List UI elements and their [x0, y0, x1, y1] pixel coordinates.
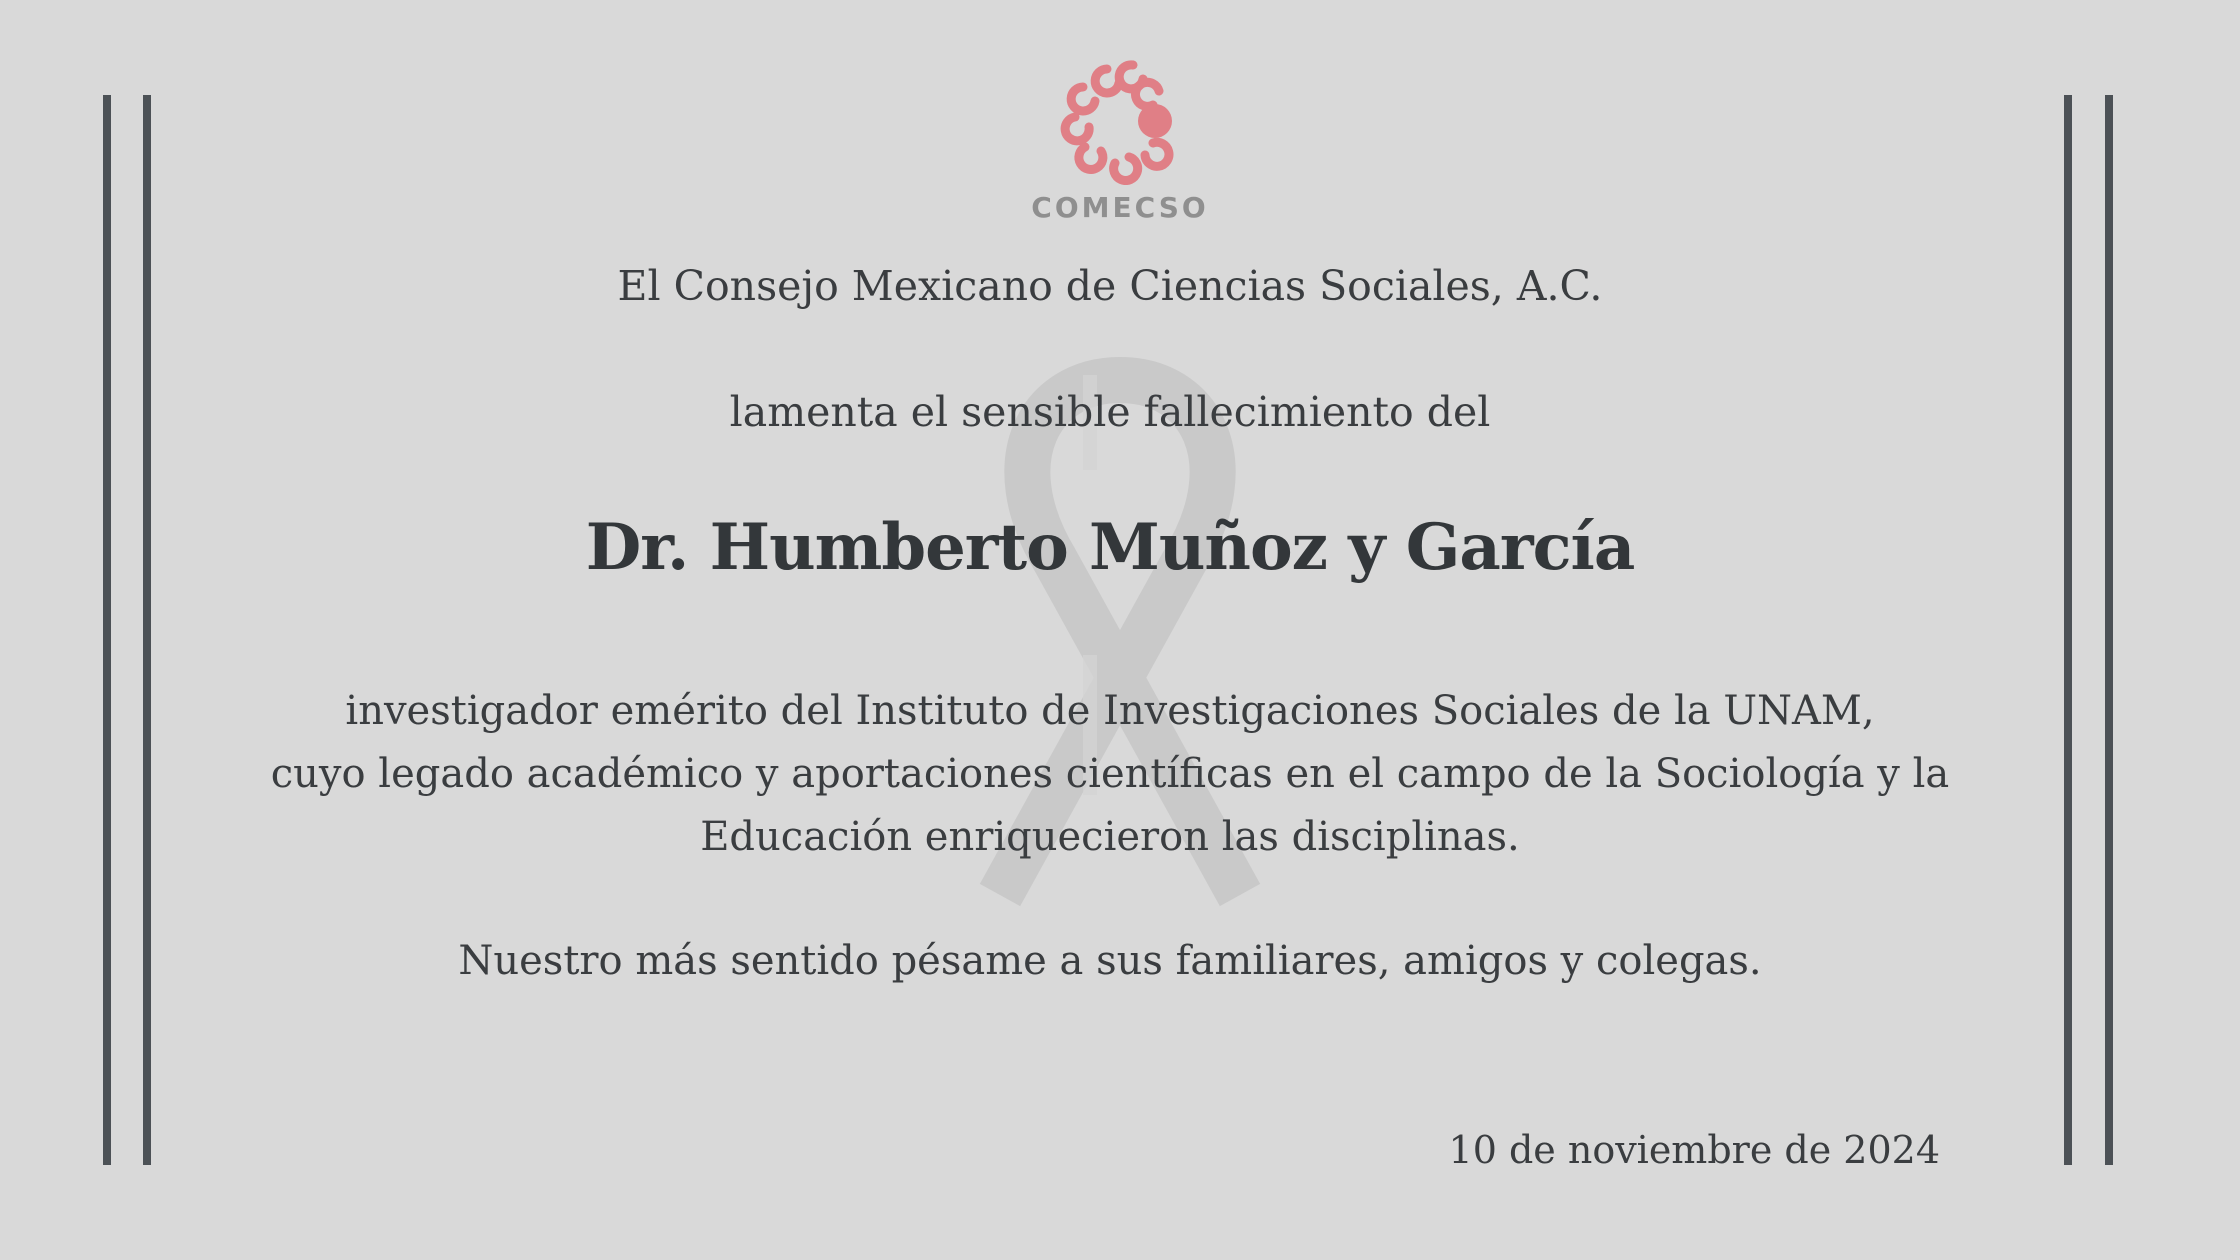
bio-line: cuyo legado académico y aportaciones científicas en el campo de la Sociología y la [270, 751, 1950, 797]
lament-line: lamenta el sensible fallecimiento del [729, 388, 1491, 436]
bio-line: Educación enriquecieron las disciplinas. [700, 814, 1520, 860]
condolence-line: Nuestro más sentido pésame a sus familiares, amigos y colegas. [458, 938, 1762, 984]
organization-line: El Consejo Mexicano de Ciencias Sociales, A.C. [617, 262, 1603, 310]
bio-line: investigador emérito del Instituto de Investigaciones Sociales de la UNAM, [345, 688, 1875, 734]
left-frame-line-inner [143, 95, 151, 1165]
notice-date: 10 de noviembre de 2024 [1448, 1128, 1940, 1172]
logo-wordmark: COMECSO [1031, 191, 1209, 224]
biography-paragraph [240, 680, 1980, 869]
right-frame-line-outer [2105, 95, 2113, 1165]
comecso-logo [1030, 55, 1210, 235]
comecso-emblem-icon [1055, 55, 1185, 185]
right-frame-line-inner [2064, 95, 2072, 1165]
left-frame-line-outer [103, 95, 111, 1165]
deceased-name: Dr. Humberto Muñoz y García [585, 510, 1635, 585]
